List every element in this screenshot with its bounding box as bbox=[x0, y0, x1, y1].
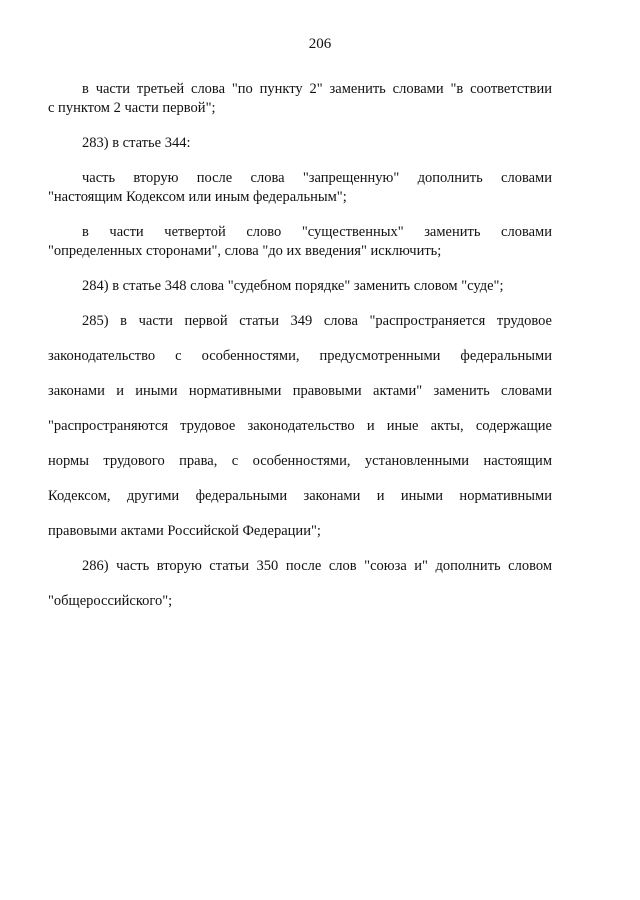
text-line: 284) в статье 348 слова "судебном порядке" заменить словом "суде"; bbox=[82, 278, 504, 294]
text-line: с пунктом 2 части первой"; bbox=[48, 100, 216, 116]
text-line: "распространяются трудовое законодательство и иные акты, содержащие bbox=[48, 418, 552, 434]
paragraph bbox=[48, 223, 552, 261]
paragraph bbox=[48, 169, 552, 207]
text-line: "настоящим Кодексом или иным федеральным"; bbox=[48, 189, 347, 205]
document-body bbox=[48, 80, 552, 627]
paragraph bbox=[48, 312, 552, 541]
page-number: 206 bbox=[308, 36, 332, 52]
text-line: законодательство с особенностями, предусмотренными федеральными bbox=[48, 348, 552, 364]
text-line: законами и иными нормативными правовыми актами" заменить словами bbox=[48, 383, 552, 399]
paragraph bbox=[48, 80, 552, 118]
text-line: нормы трудового права, с особенностями, установленными настоящим bbox=[48, 453, 552, 469]
text-line: 283) в статье 344: bbox=[82, 135, 191, 151]
text-line: правовыми актами Российской Федерации"; bbox=[48, 523, 321, 539]
paragraph bbox=[48, 277, 552, 296]
text-line: "общероссийского"; bbox=[48, 593, 173, 609]
paragraph bbox=[48, 134, 552, 153]
text-line: в части третьей слова "по пункту 2" заменить словами "в соответствии bbox=[82, 81, 552, 97]
text-line: Кодексом, другими федеральными законами и иными нормативными bbox=[48, 488, 552, 504]
text-line: 286) часть вторую статьи 350 после слов "союза и" дополнить словом bbox=[82, 558, 552, 574]
text-line: 285) в части первой статьи 349 слова "распространяется трудовое bbox=[82, 313, 552, 329]
text-line: в части четвертой слово "существенных" заменить словами bbox=[82, 224, 552, 240]
text-line: "определенных сторонами", слова "до их введения" исключить; bbox=[48, 243, 442, 259]
text-line: часть вторую после слова "запрещенную" дополнить словами bbox=[82, 170, 552, 186]
paragraph bbox=[48, 557, 552, 611]
